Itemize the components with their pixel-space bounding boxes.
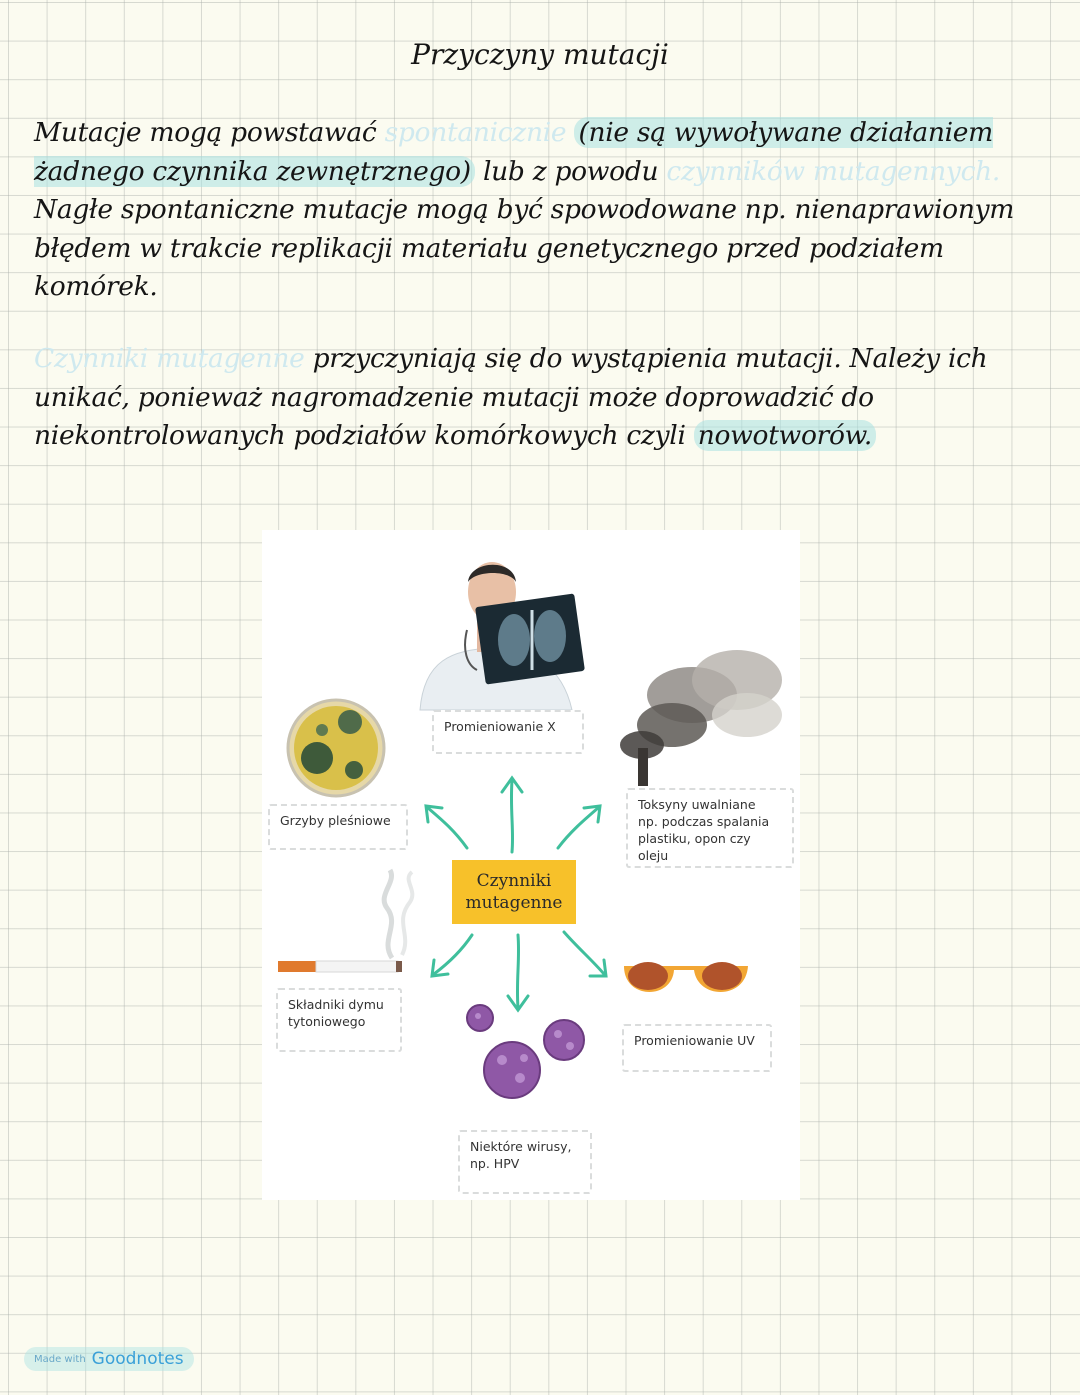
petri-dish-icon bbox=[288, 700, 384, 796]
label-virus bbox=[458, 1130, 592, 1194]
paragraph-1 bbox=[34, 114, 1044, 307]
label-line: tytoniowego bbox=[288, 1014, 366, 1029]
label-toxins bbox=[626, 788, 794, 868]
cigarette-icon bbox=[278, 870, 412, 972]
label-line: Toksyny uwalniane bbox=[638, 797, 756, 812]
center-line: Czynniki bbox=[476, 871, 552, 891]
text-span: Nagłe spontaniczne mutacje mogą być spowodowane np. nienaprawionym błędem w trakcie replikacji materiału genetycznego przed podziałem komórek. bbox=[34, 194, 1015, 302]
paragraph-2 bbox=[34, 340, 1044, 456]
center-line: mutagenne bbox=[465, 893, 563, 913]
smoke-chimney-icon bbox=[620, 650, 782, 786]
label-uv: Promieniowanie UV bbox=[622, 1024, 772, 1072]
label-line: plastiku, opon czy oleju bbox=[638, 831, 751, 863]
label-mold: Grzyby pleśniowe bbox=[268, 804, 408, 850]
faint-term: spontanicznie bbox=[384, 117, 567, 148]
doctor-xray-icon bbox=[420, 562, 585, 710]
highlight: (nie są wywoływane działaniem żadnego czynnika zewnętrznego) bbox=[34, 117, 994, 187]
text-span: Mutacje mogą powstawać bbox=[34, 117, 385, 148]
label-line: np. HPV bbox=[470, 1156, 520, 1171]
label-line: Składniki dymu bbox=[288, 997, 384, 1012]
made-with-text: Made with bbox=[34, 1353, 86, 1365]
label-line: np. podczas spalania bbox=[638, 814, 770, 829]
highlight: nowotworów. bbox=[694, 420, 876, 451]
goodnotes-logo: Goodnotes bbox=[91, 1349, 184, 1369]
label-smoke bbox=[276, 988, 402, 1052]
sunglasses-icon bbox=[624, 962, 748, 992]
text-span: lub z powodu bbox=[474, 155, 667, 187]
label-line: Niektóre wirusy, bbox=[470, 1139, 572, 1154]
text-span: przyczyniają się do wystąpienia mutacji. Należy ich unikać, ponieważ nagromadzenie mutacji może doprowadzić do niekontrolowanych podziałów komórkowych czyli bbox=[34, 343, 988, 451]
virus-icon bbox=[467, 1005, 584, 1098]
mutagens-diagram bbox=[262, 530, 800, 1200]
goodnotes-badge bbox=[24, 1347, 194, 1371]
faint-term: czynników mutagennych. bbox=[666, 155, 1001, 187]
label-xray: Promieniowanie X bbox=[432, 710, 584, 754]
page-title: Przyczyny mutacji bbox=[411, 38, 669, 71]
center-label bbox=[452, 860, 576, 924]
faint-term: Czynniki mutagenne bbox=[34, 343, 305, 374]
